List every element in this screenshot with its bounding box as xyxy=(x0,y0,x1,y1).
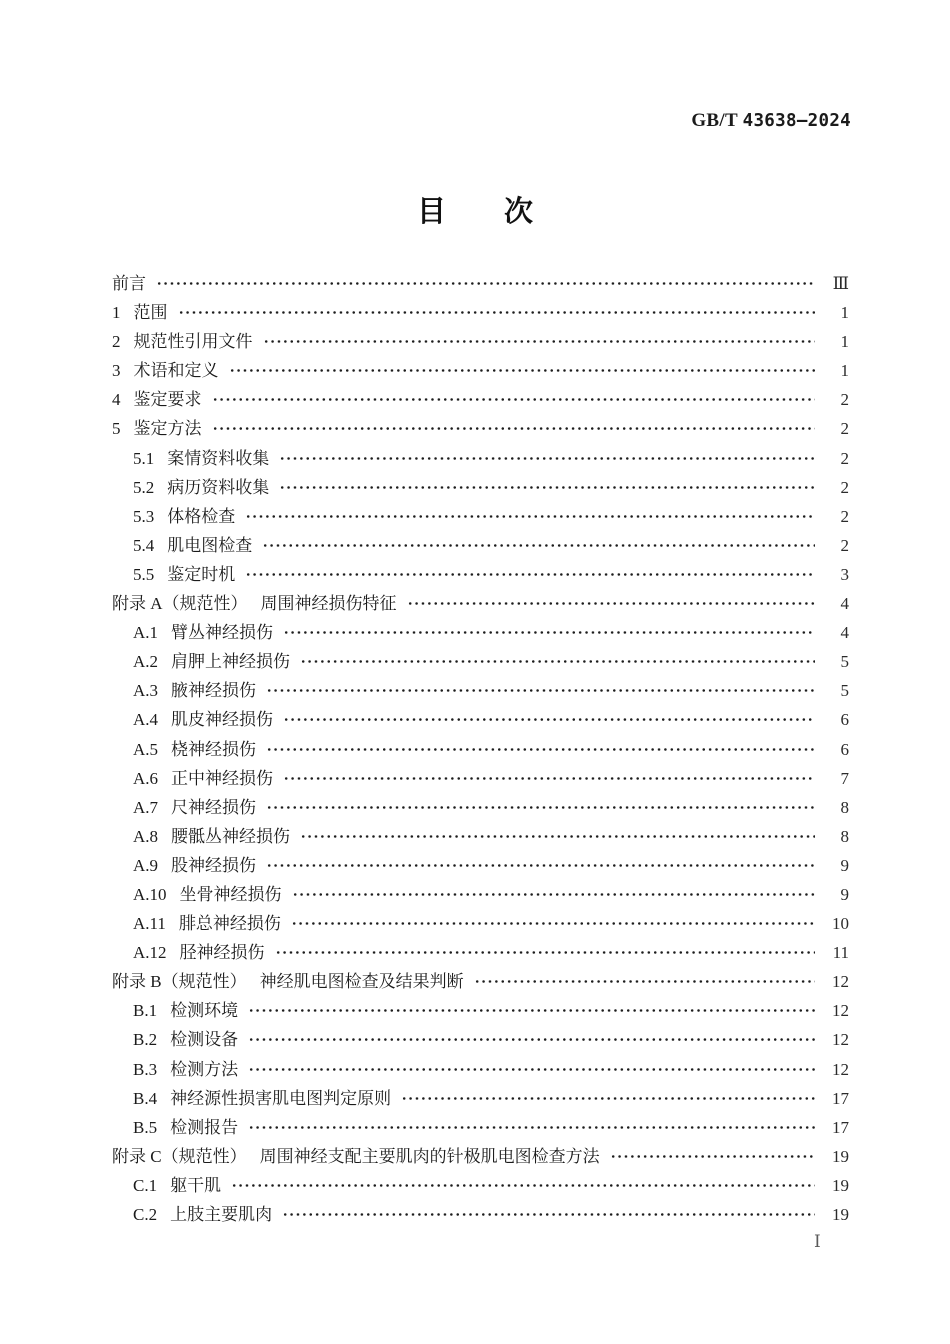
toc-entry-number: A.11 xyxy=(133,914,166,934)
toc-entry xyxy=(112,1171,849,1200)
toc-entry-number: A.8 xyxy=(133,826,159,846)
toc-entry xyxy=(112,822,849,851)
dot-leader xyxy=(212,414,816,443)
toc-entry xyxy=(112,531,849,560)
dot-leader xyxy=(279,444,815,473)
toc-entry-page: 7 xyxy=(840,768,849,788)
toc-entry-title: 鉴定时机 xyxy=(167,564,236,584)
toc-entry-title: 检测环境 xyxy=(170,1001,239,1021)
dot-leader xyxy=(245,560,815,589)
toc-entry-title: 周围神经支配主要肌肉的针极肌电图检查方法 xyxy=(259,1146,600,1166)
toc-entry-title: 正中神经损伤 xyxy=(171,768,274,788)
dot-leader xyxy=(248,996,815,1025)
toc-entry-page: 8 xyxy=(840,797,849,817)
dot-leader xyxy=(283,705,815,734)
dot-leader xyxy=(178,298,816,327)
toc-entry-number: A.5 xyxy=(133,739,159,759)
dot-leader xyxy=(279,473,815,502)
dot-leader xyxy=(300,647,815,676)
toc-entry-title: 检测方法 xyxy=(170,1059,239,1079)
dot-leader xyxy=(248,1113,815,1142)
toc-entry-page: 2 xyxy=(840,477,849,497)
dot-leader xyxy=(401,1084,815,1113)
toc-entry xyxy=(112,880,849,909)
dot-leader xyxy=(266,793,815,822)
toc-entry xyxy=(112,764,849,793)
dot-leader xyxy=(231,1171,815,1200)
toc-entry-page: Ⅲ xyxy=(832,274,849,293)
toc-entry-title: 上肢主要肌肉 xyxy=(170,1205,273,1224)
dot-leader xyxy=(283,764,815,793)
dot-leader xyxy=(266,851,815,880)
toc-entry-number: B.3 xyxy=(133,1059,158,1079)
toc-entry xyxy=(112,327,849,356)
footer-page-number: Ⅰ xyxy=(814,1232,821,1251)
toc-entry-number: 附录 B（规范性） xyxy=(112,972,247,992)
dot-leader xyxy=(283,618,815,647)
toc-entry-page: 19 xyxy=(832,1205,849,1224)
toc-entry-page: 12 xyxy=(832,1001,849,1021)
dot-leader xyxy=(245,502,815,531)
page-title: 目 次 xyxy=(416,196,533,228)
dot-leader xyxy=(474,967,815,996)
toc-entry-title: 胫神经损伤 xyxy=(179,943,265,963)
toc-entry-page: 17 xyxy=(832,1117,849,1137)
toc-entry-title: 检测报告 xyxy=(170,1117,239,1137)
standard-code: 43638—2024 xyxy=(742,111,851,131)
toc-entry-page: 2 xyxy=(840,506,849,526)
toc-entry xyxy=(112,560,849,589)
toc-entry-page: 12 xyxy=(832,1059,849,1079)
dot-leader xyxy=(610,1142,815,1171)
dot-leader xyxy=(248,1025,815,1054)
toc-entry-title: 术语和定义 xyxy=(133,361,219,381)
toc-entry-number: 5.1 xyxy=(133,448,155,468)
dot-leader xyxy=(275,938,815,967)
toc-entry xyxy=(112,1142,849,1171)
dot-leader xyxy=(248,1055,815,1084)
toc-entry xyxy=(112,938,849,967)
dot-leader xyxy=(291,909,815,938)
toc-entry-page: 3 xyxy=(840,564,849,584)
toc-entry-number: A.7 xyxy=(133,797,159,817)
toc-entry-page: 19 xyxy=(832,1146,849,1166)
toc-entry xyxy=(112,1113,849,1142)
toc-entry xyxy=(112,298,849,327)
toc-entry-page: 8 xyxy=(840,826,849,846)
toc-entry-number: B.4 xyxy=(133,1088,158,1108)
dot-leader xyxy=(407,589,815,618)
toc-entry-number: A.3 xyxy=(133,681,159,701)
toc-entry-page: 9 xyxy=(840,855,849,875)
toc-entry-title: 坐骨神经损伤 xyxy=(179,884,282,904)
toc-entry-page: 2 xyxy=(840,419,849,439)
toc-entry xyxy=(112,996,849,1025)
toc-entry-title: 躯干肌 xyxy=(170,1175,222,1195)
toc-entry-title: 肌皮神经损伤 xyxy=(171,710,274,730)
toc-entry-title: 检测设备 xyxy=(170,1030,239,1050)
toc-entry xyxy=(112,967,849,996)
toc-entry-number: B.5 xyxy=(133,1117,158,1137)
toc-entry xyxy=(112,735,849,764)
toc-entry-number: 5.3 xyxy=(133,506,155,526)
toc-entry-title: 臂丛神经损伤 xyxy=(171,623,274,643)
toc-entry xyxy=(112,269,849,298)
toc-entry-page: 10 xyxy=(832,914,849,934)
toc-entry xyxy=(112,1025,849,1054)
toc-entry-page: 2 xyxy=(840,535,849,555)
toc-entry-number: 4 xyxy=(112,390,121,410)
dot-leader xyxy=(300,822,815,851)
toc-entry-title: 腰骶丛神经损伤 xyxy=(171,826,291,846)
toc-entry-page: 11 xyxy=(832,943,849,963)
toc-entry-number: 附录 A（规范性） xyxy=(112,594,248,614)
toc-entry-number: 5.4 xyxy=(133,535,155,555)
toc-entry xyxy=(112,909,849,938)
toc-entry-title: 腓总神经损伤 xyxy=(178,914,281,934)
toc-entry-page: 1 xyxy=(840,332,849,352)
toc-entry-title: 股神经损伤 xyxy=(171,855,257,875)
toc-entry-title: 桡神经损伤 xyxy=(171,739,257,759)
toc-entry xyxy=(112,793,849,822)
toc-entry-title: 体格检查 xyxy=(167,506,236,526)
toc-entry-number: B.2 xyxy=(133,1030,158,1050)
toc-entry-number: A.10 xyxy=(133,884,167,904)
toc-entry xyxy=(112,1055,849,1084)
toc-entry-number: 5.5 xyxy=(133,564,155,584)
toc-entry-page: 6 xyxy=(840,710,849,730)
toc-entry-number: 3 xyxy=(112,361,121,381)
toc-entry-title: 肩胛上神经损伤 xyxy=(171,652,291,672)
toc-entry xyxy=(112,414,849,443)
standard-number xyxy=(691,110,851,132)
toc-entry-page: 4 xyxy=(840,594,849,614)
toc-entry xyxy=(112,385,849,414)
toc-entry xyxy=(112,647,849,676)
toc-entry-title: 尺神经损伤 xyxy=(171,797,257,817)
toc-entry-number: C.1 xyxy=(133,1175,158,1195)
toc-entry xyxy=(112,851,849,880)
dot-leader xyxy=(266,676,815,705)
toc-entry-page: 2 xyxy=(840,448,849,468)
toc-entry xyxy=(112,1200,849,1229)
toc-entry xyxy=(112,356,849,385)
toc-entry-number: A.6 xyxy=(133,768,159,788)
toc-entry-title: 肌电图检查 xyxy=(167,535,253,555)
toc-entry-title: 神经源性损害肌电图判定原则 xyxy=(170,1088,392,1108)
toc-entry-number: 5.2 xyxy=(133,477,155,497)
toc-entry xyxy=(112,618,849,647)
dot-leader xyxy=(262,531,815,560)
toc-entry-number: A.2 xyxy=(133,652,159,672)
toc-entry-number: C.2 xyxy=(133,1205,158,1224)
dot-leader xyxy=(229,356,816,385)
toc-entry-number: 2 xyxy=(112,332,121,352)
toc-entry xyxy=(112,676,849,705)
toc-entry xyxy=(112,589,849,618)
toc-entry-number: A.1 xyxy=(133,623,159,643)
toc-entry-number: 5 xyxy=(112,419,121,439)
toc-entry-page: 12 xyxy=(832,972,849,992)
dot-leader xyxy=(156,269,815,298)
toc-entry-number: A.12 xyxy=(133,943,167,963)
toc-entry-page: 4 xyxy=(840,623,849,643)
toc-entry xyxy=(112,473,849,502)
dot-leader xyxy=(266,735,815,764)
dot-leader xyxy=(263,327,816,356)
toc-entry-title: 神经肌电图检查及结果判断 xyxy=(259,972,464,992)
toc-entry-page: 19 xyxy=(832,1175,849,1195)
toc-entry-page: 1 xyxy=(840,303,849,323)
standard-prefix: GB/T xyxy=(691,110,738,131)
toc-entry-title: 鉴定方法 xyxy=(133,419,202,439)
toc-entry-number: 1 xyxy=(112,303,121,323)
toc-entry xyxy=(112,444,849,473)
toc-entry-page: 9 xyxy=(840,884,849,904)
toc-entry-title: 范围 xyxy=(133,303,168,323)
toc-entry-page: 2 xyxy=(840,390,849,410)
toc-entry-title: 规范性引用文件 xyxy=(133,332,253,352)
toc-entry-title: 前言 xyxy=(112,274,146,293)
toc-entry-title: 病历资料收集 xyxy=(167,477,270,497)
toc-entry-page: 6 xyxy=(840,739,849,759)
toc-entry xyxy=(112,1084,849,1113)
toc-entry xyxy=(112,502,849,531)
toc-entry-title: 鉴定要求 xyxy=(133,390,202,410)
toc-entry-number: A.4 xyxy=(133,710,159,730)
dot-leader xyxy=(292,880,815,909)
dot-leader xyxy=(212,385,816,414)
toc-entry xyxy=(112,705,849,734)
toc-entry-number: A.9 xyxy=(133,855,159,875)
toc-list xyxy=(112,269,849,1229)
toc-entry-page: 1 xyxy=(840,361,849,381)
toc-entry-page: 17 xyxy=(832,1088,849,1108)
toc-entry-page: 5 xyxy=(840,652,849,672)
toc-entry-title: 案情资料收集 xyxy=(167,448,270,468)
toc-entry-page: 5 xyxy=(840,681,849,701)
toc-entry-number: B.1 xyxy=(133,1001,158,1021)
toc-entry-title: 周围神经损伤特征 xyxy=(260,594,397,614)
dot-leader xyxy=(282,1200,815,1229)
toc-entry-number: 附录 C（规范性） xyxy=(112,1146,247,1166)
toc-entry-title: 腋神经损伤 xyxy=(171,681,257,701)
toc-entry-page: 12 xyxy=(832,1030,849,1050)
